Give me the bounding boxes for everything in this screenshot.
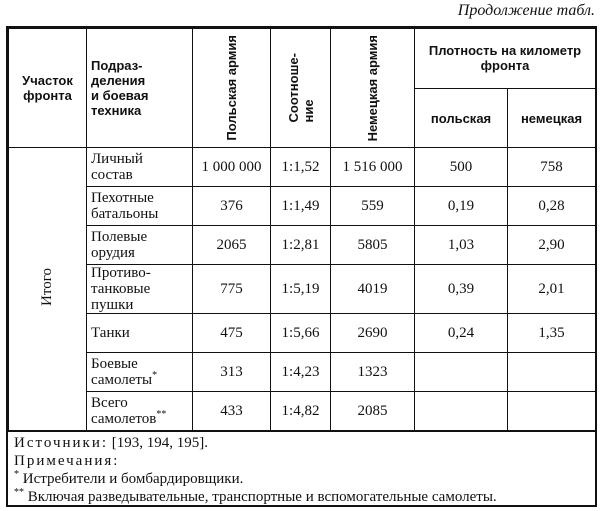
density-polish-cell: 1,03 <box>415 226 508 265</box>
sources-label: Источники: <box>14 435 109 452</box>
german-cell: 2690 <box>331 314 415 353</box>
density-german-cell: 2,90 <box>508 226 596 265</box>
table-row <box>9 265 596 314</box>
table-row <box>9 226 596 265</box>
german-cell: 1323 <box>331 353 415 392</box>
table-caption: Продолжение табл. <box>457 2 595 19</box>
polish-cell: 1 000 000 <box>193 148 271 187</box>
german-cell: 4019 <box>331 265 415 314</box>
density-german-cell: 0,28 <box>508 187 596 226</box>
item-cell: Полевые орудия <box>87 226 193 265</box>
header-ratio: Соотноше- ние <box>271 29 331 148</box>
density-german-cell: 1,35 <box>508 314 596 353</box>
german-cell: 2085 <box>331 392 415 431</box>
polish-cell: 313 <box>193 353 271 392</box>
density-polish-cell: 0,39 <box>415 265 508 314</box>
ratio-cell: 1:2,81 <box>271 226 331 265</box>
sector-label: Итого <box>39 267 55 306</box>
density-german-cell: 2,01 <box>508 265 596 314</box>
density-german-cell: 758 <box>508 148 596 187</box>
density-german-cell <box>508 353 596 392</box>
notes-label: Примечания: <box>14 453 120 470</box>
ratio-cell: 1:4,23 <box>271 353 331 392</box>
polish-cell: 433 <box>193 392 271 431</box>
item-cell: Танки <box>87 314 193 353</box>
ratio-cell: 1:1,49 <box>271 187 331 226</box>
density-polish-cell <box>415 353 508 392</box>
sources-line <box>14 434 589 452</box>
density-polish-cell: 0,24 <box>415 314 508 353</box>
german-cell: 5805 <box>331 226 415 265</box>
note-1: * Истребители и бомбардировщики. <box>14 469 244 488</box>
header-sector: Участок фронта <box>9 29 87 148</box>
header-units: Подраз- деления и боевая техника <box>87 29 193 148</box>
item-cell: Пехотные батальоны <box>87 187 193 226</box>
header-german-army: Немецкая армия <box>331 29 415 148</box>
german-cell: 559 <box>331 187 415 226</box>
ratio-cell: 1:5,19 <box>271 265 331 314</box>
sources-value: [193, 194, 195]. <box>111 435 209 452</box>
table-row <box>9 314 596 353</box>
data-table-frame <box>6 26 597 507</box>
note-2: ** Включая разведывательные, транспортные и вспомогательные самолеты. <box>14 487 497 506</box>
ratio-cell: 1:1,52 <box>271 148 331 187</box>
item-cell: Личный состав <box>87 148 193 187</box>
table-row <box>9 392 596 431</box>
table-row <box>9 187 596 226</box>
polish-cell: 376 <box>193 187 271 226</box>
density-german-cell <box>508 392 596 431</box>
ratio-cell: 1:4,82 <box>271 392 331 431</box>
polish-cell: 2065 <box>193 226 271 265</box>
german-cell: 1 516 000 <box>331 148 415 187</box>
notes-block <box>8 431 595 506</box>
polish-cell: 775 <box>193 265 271 314</box>
footnote-mark: * <box>152 370 158 382</box>
footnote-mark: ** <box>156 409 167 421</box>
item-cell: Противо-танковые пушки <box>87 265 193 314</box>
ratio-cell: 1:5,66 <box>271 314 331 353</box>
header-polish-army: Польская армия <box>193 29 271 148</box>
density-polish-cell: 0,19 <box>415 187 508 226</box>
table-row <box>9 148 596 187</box>
header-density: Плотность на километр фронта <box>415 29 596 89</box>
sector-cell <box>9 148 87 431</box>
polish-cell: 475 <box>193 314 271 353</box>
header-density-polish: польская <box>415 88 508 148</box>
header-density-german: немецкая <box>508 88 596 148</box>
item-cell: Боевые самолеты* <box>87 353 193 392</box>
density-polish-cell: 500 <box>415 148 508 187</box>
data-table <box>8 28 596 431</box>
density-polish-cell <box>415 392 508 431</box>
table-row <box>9 353 596 392</box>
item-cell: Всего самолетов** <box>87 392 193 431</box>
